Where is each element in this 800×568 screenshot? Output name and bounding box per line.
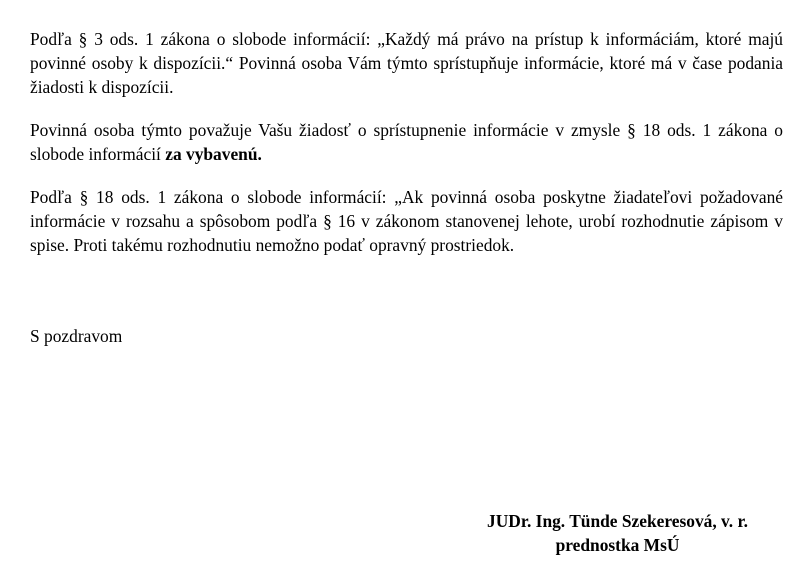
signatory-title: prednostka MsÚ bbox=[555, 535, 680, 555]
resolved-emphasis: za vybavenú. bbox=[165, 144, 262, 164]
closing-greeting: S pozdravom bbox=[30, 326, 123, 346]
signature-block bbox=[450, 509, 785, 557]
paragraph-request-resolved-text: Povinná osoba týmto považuje Vašu žiadosť o sprístupnenie informácie v zmysle § 18 ods. 1 zákona o slobode informácií bbox=[30, 120, 783, 164]
paragraph-decision-record: Podľa § 18 ods. 1 zákona o slobode informácií: „Ak povinná osoba poskytne žiadateľovi požadované informácie v rozsahu a spôsobom podľa § 16 v zákonom stanovenej lehote, urobí rozhodnutie zápisom v spise. Proti takému rozhodnutiu nemožno podať opravný prostriedok. bbox=[30, 187, 783, 255]
paragraph-request-resolved bbox=[30, 118, 783, 166]
signatory-name: JUDr. Ing. Tünde Szekeresová, v. r. bbox=[487, 511, 748, 531]
paragraph-access-right: Podľa § 3 ods. 1 zákona o slobode informácií: „Každý má právo na prístup k informáciám, ktoré majú povinné osoby k dispozícii.“ Povinná osoba Vám týmto sprístupňuje informácie, ktoré má v čase podania žiadosti k dispozícii. bbox=[30, 29, 783, 97]
